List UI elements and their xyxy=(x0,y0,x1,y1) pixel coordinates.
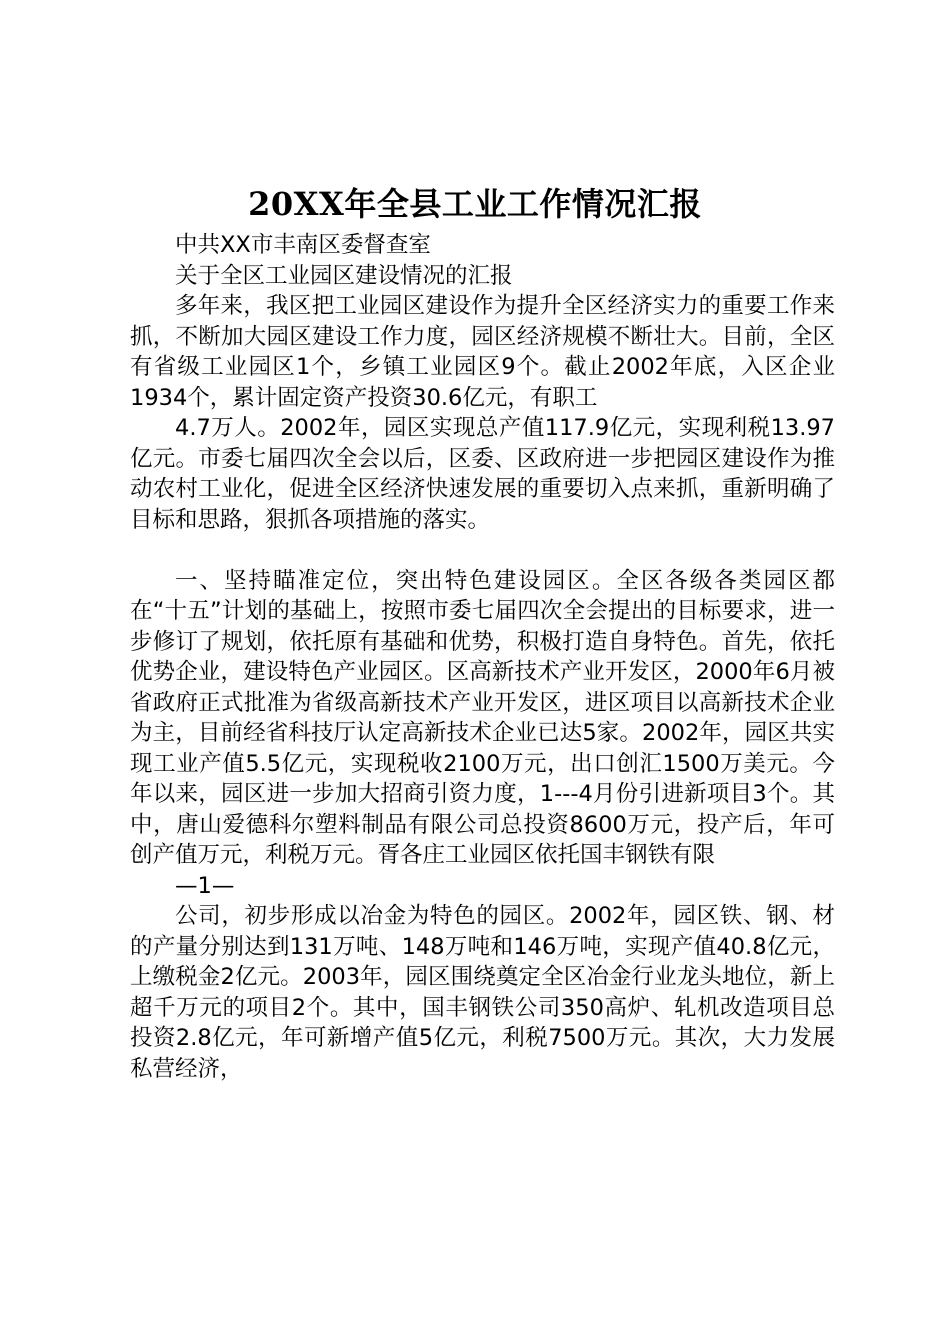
paragraph-continuation: 公司，初步形成以冶金为特色的园区。2002年，园区铁、钢、材的产量分别达到131万吨、148万吨和146万吨，实现产值40.8亿元，上缴税金2亿元。2003年，园区围绕奠定全区冶金行业龙头地位，新上超千万元的项目2个。其中，国丰钢铁公司350高炉、轧机改造项目总投资2.8亿元，年可新增产值5亿元，利税7500万元。其次，大力发展私营经济， xyxy=(130,903,835,1082)
paragraph-intro-continued: 4.7万人。2002年，园区实现总产值117.9亿元，实现利税13.97亿元。市委七届四次全会以后，区委、区政府进一步把园区建设作为推动农村工业化，促进全区经济快速发展的重要切入点来抓，重新明确了目标和思路，狠抓各项措施的落实。 xyxy=(130,415,835,533)
document-title: 20XX年全县工业工作情况汇报 xyxy=(248,185,702,223)
paragraph-intro: 多年来，我区把工业园区建设作为提升全区经济实力的重要工作来抓，不断加大园区建设工作力度，园区经济规模不断壮大。目前，全区有省级工业园区1个，乡镇工业园区9个。截止2002年底，入区企业1934个，累计固定资产投资30.6亿元，有职工 xyxy=(130,293,835,411)
paragraph-author: 中共XX市丰南区委督查室 xyxy=(175,232,431,258)
page-number: —1— xyxy=(175,872,235,899)
document-body xyxy=(130,230,835,1084)
paragraph-blank xyxy=(130,535,835,566)
paragraph-section-one: 一、坚持瞄准定位，突出特色建设园区。全区各级各类园区都在“十五”计划的基础上，按照市委七届四次全会提出的目标要求，进一步修订了规划，依托原有基础和优势，积极打造自身特色。首先，依托优势企业，建设特色产业园区。区高新技术产业开发区，2000年6月被省政府正式批准为省级高新技术产业开发区，进区项目以高新技术企业为主，目前经省科技厅认定高新技术企业已达5家。2002年，园区共实现工业产值5.5亿元，实现税收2100万元，出口创汇1500万美元。今年以来，园区进一步加大招商引资力度，1---4月份引进新项目3个。其中，唐山爱德科尔塑料制品有限公司总投资8600万元，投产后，年可创产值万元，利税万元。胥各庄工业园区依托国丰钢铁有限 xyxy=(130,567,835,868)
paragraph-subtitle: 关于全区工业园区建设情况的汇报 xyxy=(175,262,513,289)
